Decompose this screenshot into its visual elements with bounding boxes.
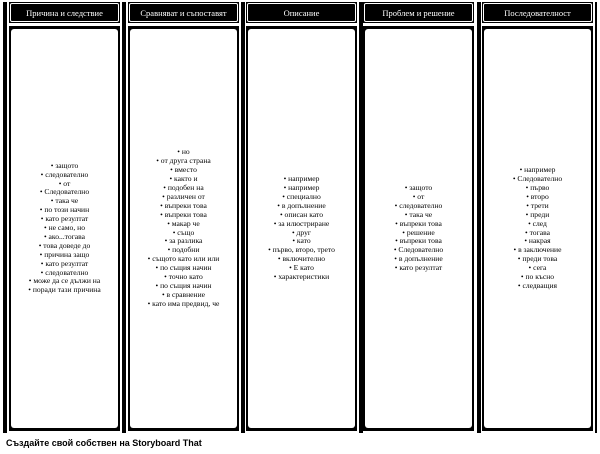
transition-word-item: • тогава <box>513 229 562 238</box>
transition-word-item: • причина защо <box>28 251 100 260</box>
transition-word-list <box>268 175 335 282</box>
transition-word-item: • първо, второ, трето <box>268 246 335 255</box>
column-title-text: Последователност <box>504 7 571 18</box>
transition-word-item: • ако...тогава <box>28 233 100 242</box>
column-title-text: Причина и следствие <box>26 7 103 18</box>
column-title-text: Описание <box>283 7 320 18</box>
column-cell <box>365 29 472 428</box>
transition-word-item: • от <box>394 193 443 202</box>
transition-word-item: • по същия начин <box>148 282 220 291</box>
column-problem-solution <box>363 2 474 433</box>
transition-word-item: • в сравнение <box>148 291 220 300</box>
transition-word-item: • Следователно <box>28 188 100 197</box>
transition-word-item: • по същия начин <box>148 264 220 273</box>
transition-word-item: • може да се дължи на <box>28 277 100 286</box>
transition-word-item: • от друга страна <box>148 157 220 166</box>
transition-word-item: • въпреки това <box>148 202 220 211</box>
column-divider <box>122 2 126 433</box>
column-title-description <box>246 2 357 23</box>
column-title-cause-effect <box>9 2 120 23</box>
transition-word-item: • характеристики <box>268 273 335 282</box>
transition-word-item: • следователно <box>28 269 100 278</box>
column-title-text: Сравняват и съпоставят <box>140 7 227 18</box>
transition-word-item: • преди <box>513 211 562 220</box>
transition-word-item: • вместо <box>148 166 220 175</box>
transition-word-item: • като резултат <box>28 260 100 269</box>
transition-word-item: • макар че <box>148 220 220 229</box>
transition-word-item: • в допълнение <box>268 202 335 211</box>
transition-word-item: • следващия <box>513 282 562 291</box>
transition-word-item: • Следователно <box>394 246 443 255</box>
transition-word-item: • друг <box>268 229 335 238</box>
transition-word-item: • като има предвид, че <box>148 300 220 309</box>
column-title-compare-contrast <box>128 2 239 23</box>
transition-word-item: • така че <box>394 211 443 220</box>
transition-word-item: • например <box>513 166 562 175</box>
column-cell <box>11 29 118 428</box>
transition-word-item: • в допълнение <box>394 255 443 264</box>
transition-word-list <box>28 162 100 296</box>
column-cell <box>130 29 237 428</box>
column-title-problem-solution <box>363 2 474 23</box>
transition-word-item: • въпреки това <box>394 237 443 246</box>
column-cell-frame <box>246 26 357 431</box>
transition-word-item: • като резултат <box>394 264 443 273</box>
transition-word-item: • като <box>268 237 335 246</box>
transition-word-item: • следователно <box>28 171 100 180</box>
transition-word-item: • за разлика <box>148 237 220 246</box>
transition-word-item: • например <box>268 184 335 193</box>
transition-word-item: • второ <box>513 193 562 202</box>
column-cell-frame <box>9 26 120 431</box>
transition-word-item: • подобен на <box>148 184 220 193</box>
transition-word-item: • от <box>28 180 100 189</box>
transition-word-item: • различен от <box>148 193 220 202</box>
storyboard-grid <box>3 2 597 433</box>
column-cause-effect <box>9 2 120 433</box>
column-divider <box>241 2 245 433</box>
transition-word-list <box>394 184 443 273</box>
column-description <box>246 2 357 433</box>
transition-word-item: • Е като <box>268 264 335 273</box>
transition-word-item: • като резултат <box>28 215 100 224</box>
column-cell-frame <box>363 26 474 431</box>
transition-word-item: • така че <box>28 197 100 206</box>
column-sequence <box>482 2 593 433</box>
transition-word-item: • за илюстриране <box>268 220 335 229</box>
transition-word-item: • но <box>148 148 220 157</box>
transition-word-item: • включително <box>268 255 335 264</box>
transition-word-item: • накрая <box>513 237 562 246</box>
transition-word-item: • същото като или или <box>148 255 220 264</box>
column-cell <box>484 29 591 428</box>
transition-word-item: • точно като <box>148 273 220 282</box>
transition-word-item: • въпреки това <box>394 220 443 229</box>
column-cell <box>248 29 355 428</box>
transition-word-item: • не само, но <box>28 224 100 233</box>
column-divider <box>595 2 597 433</box>
column-title-text: Проблем и решение <box>382 7 455 18</box>
transition-word-item: • сега <box>513 264 562 273</box>
transition-word-list <box>148 148 220 308</box>
column-cell-frame <box>482 26 593 431</box>
column-divider <box>477 2 481 433</box>
transition-word-item: • преди това <box>513 255 562 264</box>
transition-word-item: • в заключение <box>513 246 562 255</box>
storyboardthat-credit-link[interactable]: Създайте свой собствен на Storyboard That <box>6 438 202 448</box>
column-cell-frame <box>128 26 239 431</box>
transition-word-item: • защото <box>394 184 443 193</box>
transition-word-item: • след <box>513 220 562 229</box>
transition-word-list <box>513 166 562 291</box>
transition-word-item: • по късно <box>513 273 562 282</box>
transition-word-item: • например <box>268 175 335 184</box>
transition-word-item: • следователно <box>394 202 443 211</box>
column-title-sequence <box>482 2 593 23</box>
transition-word-item: • въпреки това <box>148 211 220 220</box>
transition-word-item: • това доведе до <box>28 242 100 251</box>
transition-word-item: • решение <box>394 229 443 238</box>
transition-word-item: • поради тази причина <box>28 286 100 295</box>
transition-word-item: • защото <box>28 162 100 171</box>
transition-word-item: • Следователно <box>513 175 562 184</box>
transition-word-item: • трети <box>513 202 562 211</box>
transition-word-item: • също <box>148 229 220 238</box>
transition-word-item: • подобни <box>148 246 220 255</box>
transition-word-item: • първо <box>513 184 562 193</box>
column-divider <box>3 2 7 433</box>
transition-word-item: • описан като <box>268 211 335 220</box>
transition-word-item: • по този начин <box>28 206 100 215</box>
transition-word-item: • както и <box>148 175 220 184</box>
transition-word-item: • специално <box>268 193 335 202</box>
column-compare-contrast <box>128 2 239 433</box>
